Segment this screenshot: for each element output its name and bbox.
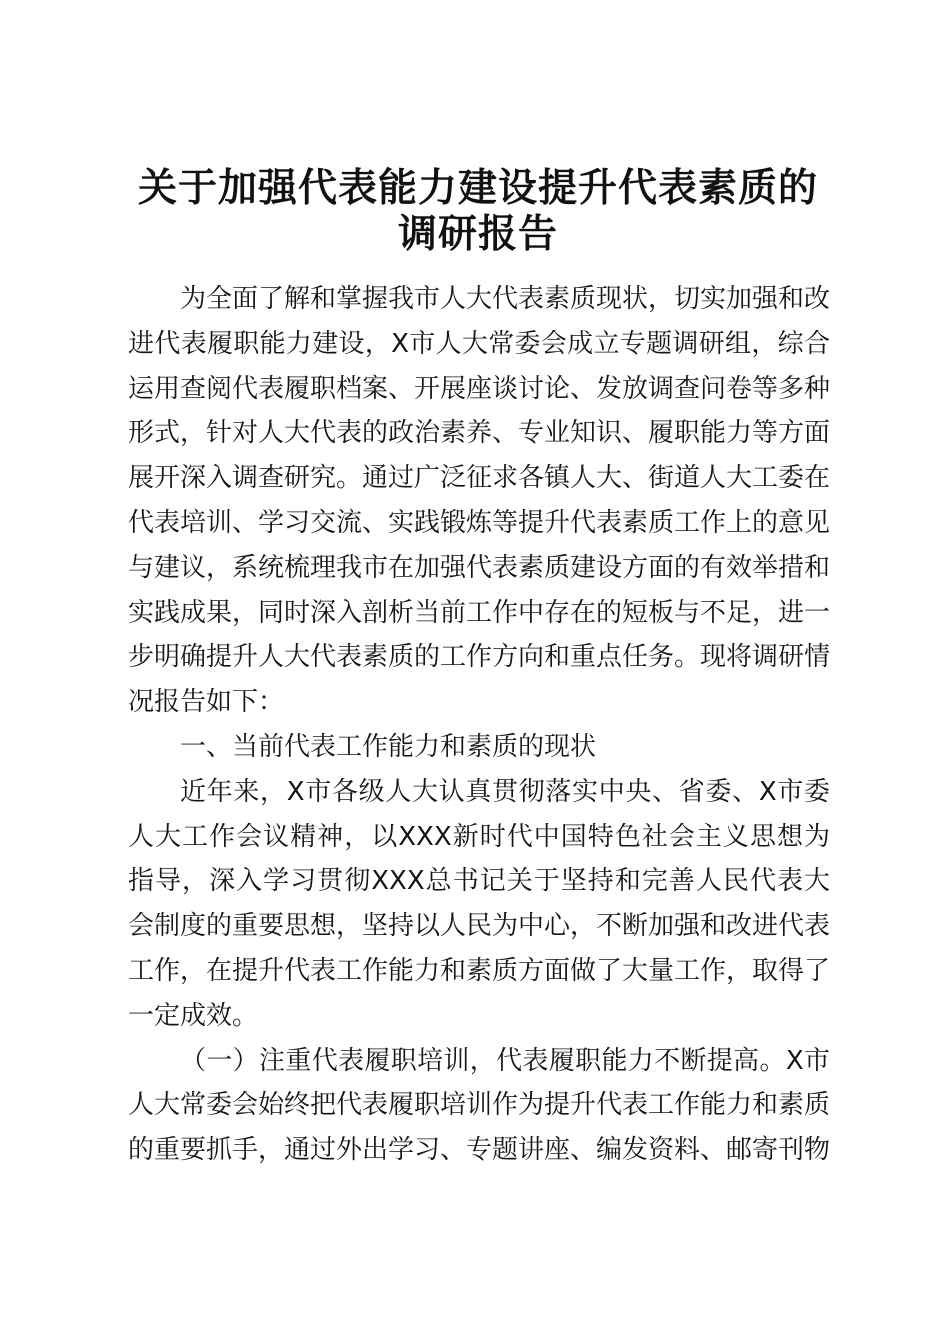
title-line-1: 关于加强代表能力建设提升代表素质的	[137, 166, 818, 211]
title-line-2: 调研报告	[397, 212, 558, 257]
intro-paragraph: 为全面了解和掌握我市人大代表素质现状，切实加强和改进代表履职能力建设，X市人大常委会成立专题调研组，综合运用查阅代表履职档案、开展座谈讨论、发放调查问卷等多种形式，针对人大代表的政治素养、专业知识、履职能力等方面展开深入调查研究。通过广泛征求各镇人大、街道人大工委在代表培训、学习交流、实践锻炼等提升代表素质工作上的意见与建议，系统梳理我市在加强代表素质建设方面的有效举措和实践成果，同时深入剖析当前工作中存在的短板与不足，进一步明确提升人大代表素质的工作方向和重点任务。现将调研情况报告如下：	[128, 284, 831, 718]
subsection-1-paragraph: （一）注重代表履职培训，代表履职能力不断提高。X市人大常委会始终把代表履职培训作为提升代表工作能力和素质的重要抓手，通过外出学习、专题讲座、编发资料、邮寄刊物	[128, 1045, 831, 1166]
document-title	[118, 166, 838, 258]
document-body	[128, 277, 830, 1173]
section-heading-1: 一、当前代表工作能力和素质的现状	[180, 731, 597, 762]
section-1-paragraph: 近年来，X市各级人大认真贯彻落实中央、省委、X市委人大工作会议精神，以XXX新时代中国特色社会主义思想为指导，深入学习贯彻XXX总书记关于坚持和完善人民代表大会制度的重要思想，坚持以人民为中心，不断加强和改进代表工作，在提升代表工作能力和素质方面做了大量工作，取得了一定成效。	[128, 776, 831, 1031]
